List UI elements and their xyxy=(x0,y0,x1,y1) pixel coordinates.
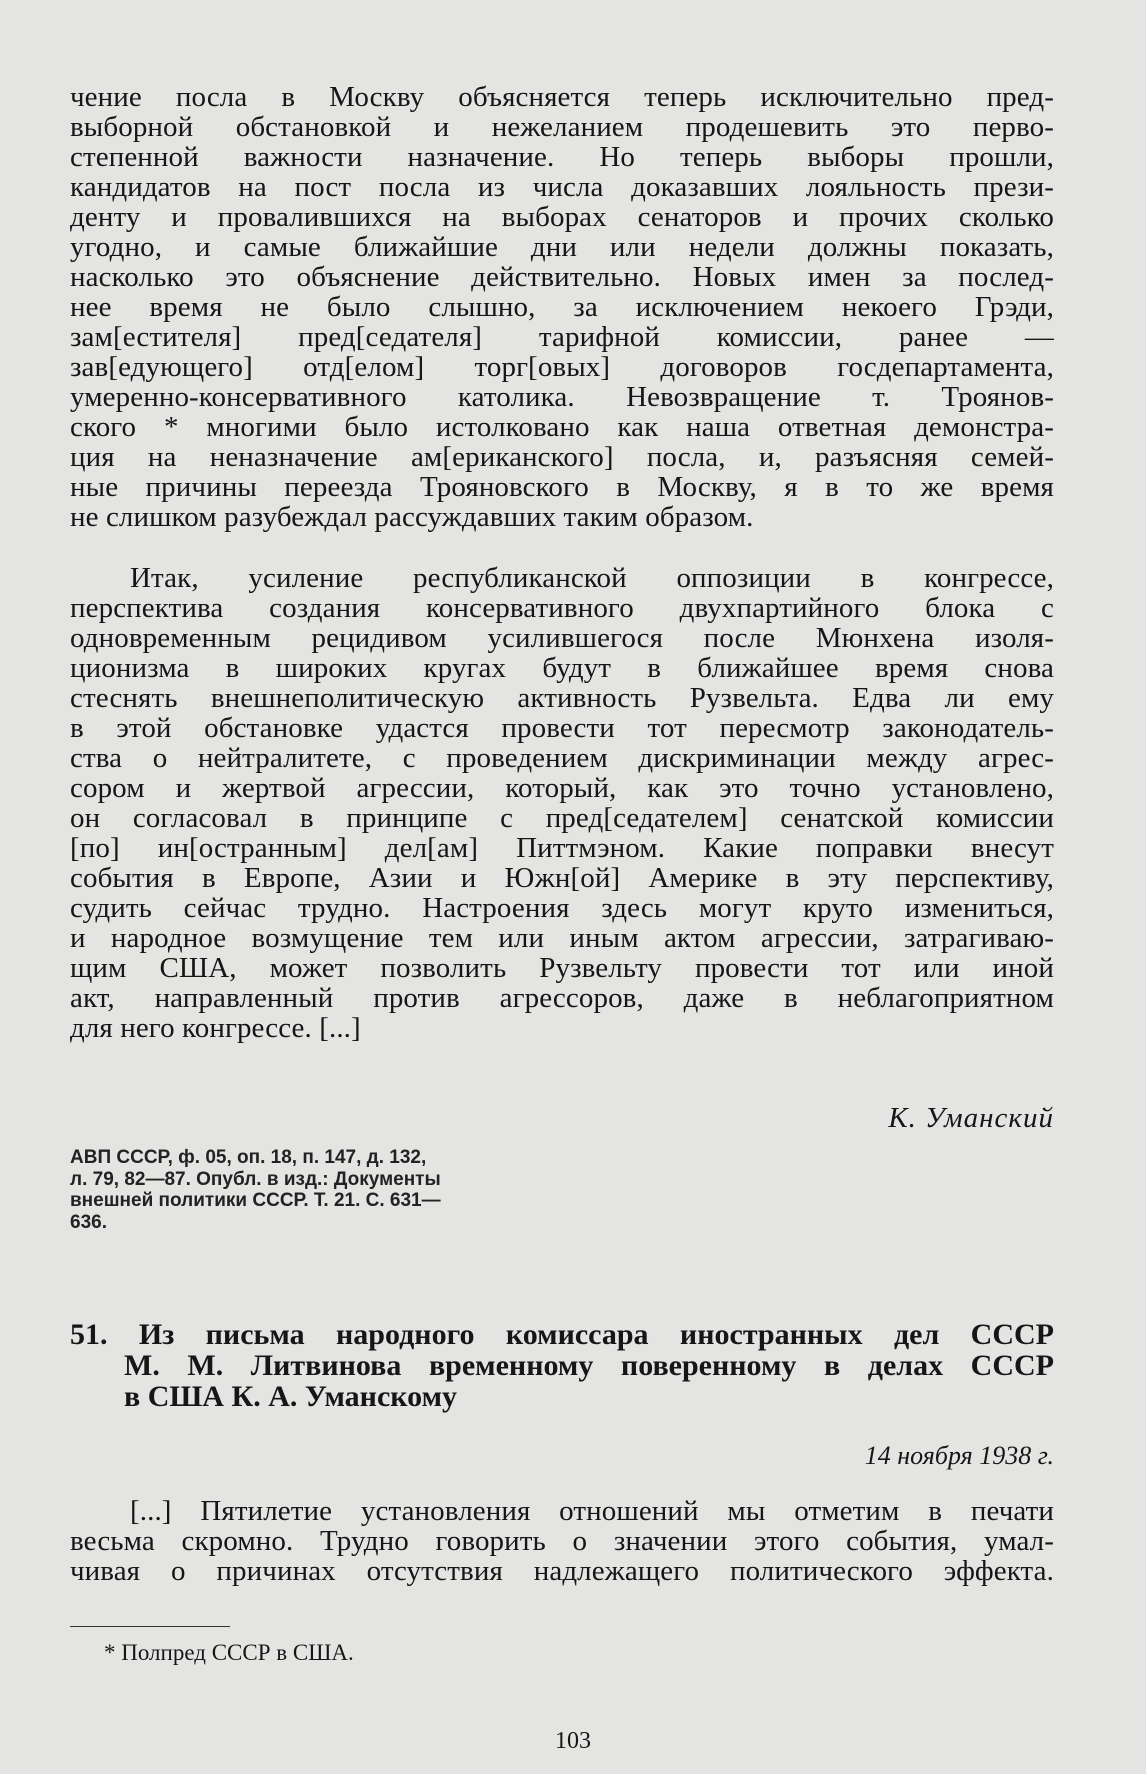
page-number: 103 xyxy=(555,1728,591,1754)
body-paragraph-3 xyxy=(70,1496,1054,1586)
text-line: чение посла в Москву объясняется теперь исключительно пред- xyxy=(70,81,1054,113)
text-line: перспектива создания консервативного двухпартийного блока с xyxy=(70,592,1054,624)
text-line: одновременным рецидивом усилившегося после Мюнхена изоля- xyxy=(70,622,1054,654)
signature: К. Уманский xyxy=(888,1102,1054,1134)
footnote: * Полпред СССР в США. xyxy=(104,1640,354,1665)
text-line: нее время не было слышно, за исключением некоего Грэди, xyxy=(70,291,1054,323)
text-line: для него конгрессе. [...] xyxy=(70,1012,361,1044)
source-line: 636. xyxy=(70,1211,107,1233)
text-line: стеснять внешнеполитическую активность Рузвельта. Едва ли ему xyxy=(70,682,1054,714)
text-line: сором и жертвой агрессии, который, как это точно установлено, xyxy=(70,772,1054,804)
body-paragraph-1 xyxy=(70,82,1054,532)
text-line: зав[едующего] отд[елом] торг[овых] договоров госдепартамента, xyxy=(70,351,1054,383)
text-line: судить сейчас трудно. Настроения здесь могут круто измениться, xyxy=(70,892,1054,924)
text-line: весьма скромно. Трудно говорить о значении этого события, умал- xyxy=(70,1525,1054,1557)
text-line: в этой обстановке удастся провести тот пересмотр законодатель- xyxy=(70,712,1054,744)
text-line: ства о нейтралитете, с проведением дискриминации между агрес- xyxy=(70,742,1054,774)
heading-line: в США К. А. Уманскому xyxy=(124,1380,458,1413)
text-line: ского * многими было истолковано как наша ответная демонстра- xyxy=(70,411,1054,443)
text-line: акт, направленный против агрессоров, даже в неблагоприятном xyxy=(70,982,1054,1014)
source-line: внешней политики СССР. Т. 21. С. 631— xyxy=(70,1190,441,1211)
footnote-divider xyxy=(70,1626,230,1627)
text-line: события в Европе, Азии и Южн[ой] Америке в эту перспективу, xyxy=(70,862,1054,894)
text-line: [...] Пятилетие установления отношений мы отметим в печати xyxy=(130,1495,1054,1527)
text-line: зам[естителя] пред[седателя] тарифной комиссии, ранее — xyxy=(70,321,1054,353)
document-heading xyxy=(70,1319,1054,1412)
text-line: угодно, и самые ближайшие дни или недели должны показать, xyxy=(70,231,1054,263)
text-line: чивая о причинах отсутствия надлежащего политического эффекта. xyxy=(70,1555,1054,1587)
text-line: умеренно-консервативного католика. Невозвращение т. Троянов- xyxy=(70,381,1054,413)
text-line: и народное возмущение тем или иным актом агрессии, затрагиваю- xyxy=(70,922,1054,954)
text-line: кандидатов на пост посла из числа доказавших лояльность прези- xyxy=(70,171,1054,203)
text-line: он согласовал в принципе с пред[седателем] сенатской комиссии xyxy=(70,802,1054,834)
text-line: ция на неназначение ам[ериканского] посла, и, разъясняя семей- xyxy=(70,441,1054,473)
text-line: ные причины переезда Трояновского в Москву, я в то же время xyxy=(70,471,1054,503)
document-date: 14 ноября 1938 г. xyxy=(864,1441,1054,1470)
text-line: [по] ин[остранным] дел[ам] Питтмэном. Какие поправки внесут xyxy=(70,832,1054,864)
text-line: выборной обстановкой и нежеланием продешевить это перво- xyxy=(70,111,1054,143)
text-line: насколько это объяснение действительно. Новых имен за послед- xyxy=(70,261,1054,293)
text-line: денту и провалившихся на выборах сенаторов и прочих сколько xyxy=(70,201,1054,233)
source-line: АВП СССР, ф. 05, оп. 18, п. 147, д. 132, xyxy=(70,1147,427,1168)
text-line: Итак, усиление республиканской оппозиции в конгрессе, xyxy=(130,562,1054,594)
archive-source-note xyxy=(70,1147,550,1233)
body-paragraph-2 xyxy=(70,563,1054,1043)
text-line: не слишком разубеждал рассуждавших таким образом. xyxy=(70,501,754,533)
heading-line: 51. Из письма народного комиссара иностранных дел СССР xyxy=(70,1318,1054,1351)
heading-line: М. М. Литвинова временному поверенному в делах СССР xyxy=(124,1349,1054,1382)
text-line: ционизма в широких кругах будут в ближайшее время снова xyxy=(70,652,1054,684)
text-line: щим США, может позволить Рузвельту провести тот или иной xyxy=(70,952,1054,984)
text-line: степенной важности назначение. Но теперь выборы прошли, xyxy=(70,141,1054,173)
source-line: л. 79, 82—87. Опубл. в изд.: Документы xyxy=(70,1168,441,1190)
